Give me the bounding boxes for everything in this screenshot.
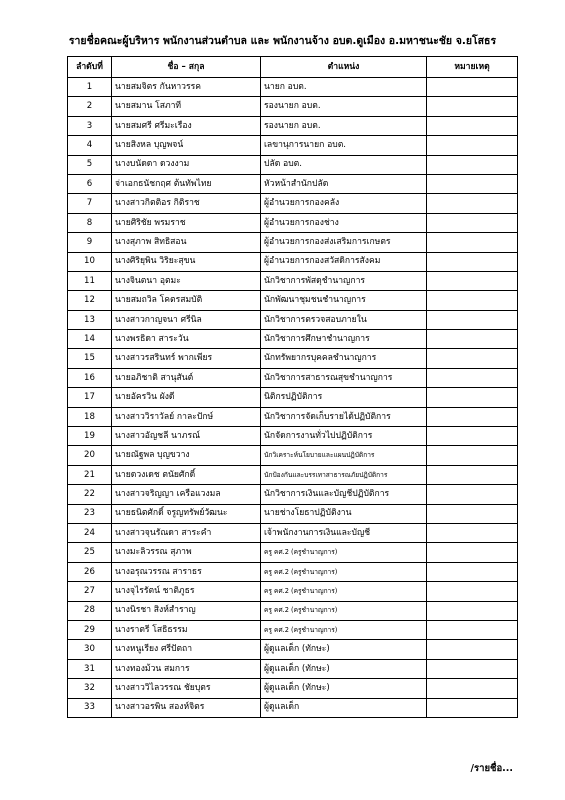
staff-position: ผู้ดูแลเด็ก (ทักษะ) — [261, 640, 427, 659]
staff-position: นายก อบต. — [261, 78, 427, 97]
staff-name: นางมะลิวรรณ สุภาพ — [112, 543, 261, 562]
staff-position: นิติกรปฏิบัติการ — [261, 388, 427, 407]
table-row — [68, 213, 518, 232]
table-row — [68, 136, 518, 155]
staff-position: เจ้าพนักงานการเงินและบัญชี — [261, 523, 427, 542]
staff-name: นางสาวจุนรัณดา สาระคำ — [112, 523, 261, 542]
staff-note — [427, 349, 518, 368]
row-number: 9 — [68, 233, 112, 252]
row-number: 14 — [68, 330, 112, 349]
staff-name: นางจินตนา อุตมะ — [112, 271, 261, 290]
staff-note — [427, 562, 518, 581]
staff-name: นายศิริชัย พรมราช — [112, 213, 261, 232]
staff-note — [427, 310, 518, 329]
staff-position: นักพัฒนาชุมชนชำนาญการ — [261, 291, 427, 310]
staff-note — [427, 136, 518, 155]
staff-position: ผู้ดูแลเด็ก — [261, 698, 427, 717]
row-number: 30 — [68, 640, 112, 659]
staff-name: นางสาวกิตติอร กิติราช — [112, 194, 261, 213]
staff-name: นางศิริยุพิน วิริยะสุขน — [112, 252, 261, 271]
staff-position: นักทรัพยากรบุคคลชำนาญการ — [261, 349, 427, 368]
staff-name: นายธนิตศักดิ์ จรูญทรัพย์วัฒนะ — [112, 504, 261, 523]
row-number: 25 — [68, 543, 112, 562]
row-number: 15 — [68, 349, 112, 368]
staff-position: ผู้อำนวยการกองคลัง — [261, 194, 427, 213]
staff-name: นางสาวอรพิน สองห์จิตร — [112, 698, 261, 717]
row-number: 18 — [68, 407, 112, 426]
table-row — [68, 388, 518, 407]
staff-position: รองนายก อบต. — [261, 116, 427, 135]
staff-position: ผู้ดูแลเด็ก (ทักษะ) — [261, 659, 427, 678]
table-row — [68, 679, 518, 698]
staff-name: นางสุภาพ สิทธิสอน — [112, 233, 261, 252]
table-row — [68, 78, 518, 97]
staff-name: นางสาวจริญญา เครือแวงมล — [112, 485, 261, 504]
staff-position: ครู คศ.2 (ครูชำนาญการ) — [261, 620, 427, 639]
staff-note — [427, 174, 518, 193]
staff-name: จ่าเอกธนัชกฤศ ต้นทัพไทย — [112, 174, 261, 193]
table-row — [68, 194, 518, 213]
table-row — [68, 485, 518, 504]
row-number: 11 — [68, 271, 112, 290]
staff-name: นางทองม้วน สมการ — [112, 659, 261, 678]
staff-position: หัวหน้าสำนักปลัด — [261, 174, 427, 193]
staff-name: นายสิงหล บุญพจน์ — [112, 136, 261, 155]
continuation-note: /รายชื่อ... — [470, 763, 513, 774]
staff-note — [427, 620, 518, 639]
staff-note — [427, 698, 518, 717]
table-row — [68, 620, 518, 639]
staff-position: ผู้อำนวยการกองสวัสดิการสังคม — [261, 252, 427, 271]
table-row — [68, 446, 518, 465]
table-row — [68, 174, 518, 193]
staff-position: นักวิชาการสาธารณสุขชำนาญการ — [261, 368, 427, 387]
table-row — [68, 427, 518, 446]
staff-note — [427, 233, 518, 252]
staff-name: นางพรธิดา สาระวัน — [112, 330, 261, 349]
row-number: 32 — [68, 679, 112, 698]
staff-name: นายสมาน โสภาที — [112, 97, 261, 116]
row-number: 2 — [68, 97, 112, 116]
staff-note — [427, 543, 518, 562]
row-number: 19 — [68, 427, 112, 446]
staff-position: ผู้อำนวยการกองส่งเสริมการเกษตร — [261, 233, 427, 252]
staff-position: ครู คศ.2 (ครูชำนาญการ) — [261, 582, 427, 601]
staff-position: ปลัด อบต. — [261, 155, 427, 174]
staff-position: ครู คศ.2 (ครูชำนาญการ) — [261, 601, 427, 620]
table-row — [68, 659, 518, 678]
staff-position: นักป้องกันและบรรเทาสาธารณภัยปฏิบัติการ — [261, 465, 427, 484]
staff-name: นางบนัดดา ดวงงาม — [112, 155, 261, 174]
table-row — [68, 116, 518, 135]
staff-name: นายดวงเดช ตนัยศักดิ์ — [112, 465, 261, 484]
table-row — [68, 504, 518, 523]
staff-note — [427, 679, 518, 698]
staff-name: นางราตรี โสธิธรรม — [112, 620, 261, 639]
staff-name: นางสาวอัญชลี นาภรณ์ — [112, 427, 261, 446]
staff-name: นางสาวรสรินทร์ พากเพียร — [112, 349, 261, 368]
staff-note — [427, 446, 518, 465]
staff-name: นางสาววิราวัลย์ กาละปักษ์ — [112, 407, 261, 426]
staff-note — [427, 388, 518, 407]
staff-name: นายอภิชาติ สานุสันต์ — [112, 368, 261, 387]
staff-position: เลขานุการนายก อบต. — [261, 136, 427, 155]
table-row — [68, 465, 518, 484]
row-number: 24 — [68, 523, 112, 542]
row-number: 27 — [68, 582, 112, 601]
staff-note — [427, 330, 518, 349]
table-row — [68, 233, 518, 252]
row-number: 7 — [68, 194, 112, 213]
table-row — [68, 582, 518, 601]
table-row — [68, 368, 518, 387]
staff-position: ผู้อำนวยการกองช่าง — [261, 213, 427, 232]
staff-note — [427, 155, 518, 174]
staff-name: นายณัฐพล บุญขวาง — [112, 446, 261, 465]
row-number: 5 — [68, 155, 112, 174]
staff-position: นักจัดการงานทั่วไปปฏิบัติการ — [261, 427, 427, 446]
staff-position: ครู คศ.2 (ครูชำนาญการ) — [261, 562, 427, 581]
staff-name: นางนิรชา สิงห์สำราญ — [112, 601, 261, 620]
staff-name: นายอัครวิน ผังดี — [112, 388, 261, 407]
staff-position: นักวิชาการเงินและบัญชีปฏิบัติการ — [261, 485, 427, 504]
row-number: 13 — [68, 310, 112, 329]
table-row — [68, 330, 518, 349]
table-header-row — [68, 57, 518, 78]
table-row — [68, 601, 518, 620]
row-number: 12 — [68, 291, 112, 310]
table-row — [68, 407, 518, 426]
table-row — [68, 155, 518, 174]
staff-position: นายช่างโยธาปฏิบัติงาน — [261, 504, 427, 523]
row-number: 3 — [68, 116, 112, 135]
staff-note — [427, 523, 518, 542]
row-number: 10 — [68, 252, 112, 271]
header-no: ลำดับที่ — [68, 57, 112, 78]
staff-note — [427, 407, 518, 426]
table-row — [68, 271, 518, 290]
staff-note — [427, 97, 518, 116]
staff-note — [427, 465, 518, 484]
staff-note — [427, 213, 518, 232]
staff-note — [427, 485, 518, 504]
row-number: 4 — [68, 136, 112, 155]
row-number: 26 — [68, 562, 112, 581]
staff-note — [427, 194, 518, 213]
table-row — [68, 310, 518, 329]
staff-note — [427, 78, 518, 97]
page-title: รายชื่อคณะผู้บริหาร พนักงานส่วนตำบล และ พนักงานจ้าง อบต.ดูเมือง อ.มหาชนะชัย จ.ยโสธร — [68, 35, 497, 47]
row-number: 28 — [68, 601, 112, 620]
row-number: 31 — [68, 659, 112, 678]
staff-note — [427, 271, 518, 290]
staff-note — [427, 252, 518, 271]
staff-name: นายสมจิตร กันหาวรรค — [112, 78, 261, 97]
staff-name: นางสาวกาญจนา ศรีนิล — [112, 310, 261, 329]
row-number: 16 — [68, 368, 112, 387]
staff-table — [67, 56, 518, 718]
table-row — [68, 523, 518, 542]
staff-note — [427, 116, 518, 135]
staff-name: นายสมถวิล โคตรสมบัติ — [112, 291, 261, 310]
staff-note — [427, 427, 518, 446]
staff-note — [427, 504, 518, 523]
row-number: 21 — [68, 465, 112, 484]
row-number: 20 — [68, 446, 112, 465]
staff-name: นางจุไรรัตน์ ชาติภูธร — [112, 582, 261, 601]
row-number: 22 — [68, 485, 112, 504]
row-number: 17 — [68, 388, 112, 407]
row-number: 8 — [68, 213, 112, 232]
staff-position: นักวิชาการศึกษาชำนาญการ — [261, 330, 427, 349]
staff-position: ครู คศ.2 (ครูชำนาญการ) — [261, 543, 427, 562]
staff-name: นางหนูเรียง ศรีปัตถา — [112, 640, 261, 659]
header-position: ตำแหน่ง — [261, 57, 427, 78]
table-row — [68, 543, 518, 562]
header-name: ชื่อ – สกุล — [112, 57, 261, 78]
table-row — [68, 640, 518, 659]
staff-position: นักวิชาการจัดเก็บรายได้ปฏิบัติการ — [261, 407, 427, 426]
staff-name: นางอรุณวรรณ สาราธร — [112, 562, 261, 581]
staff-position: รองนายก อบต. — [261, 97, 427, 116]
staff-note — [427, 640, 518, 659]
staff-position: ผู้ดูแลเด็ก (ทักษะ) — [261, 679, 427, 698]
table-body — [68, 78, 518, 718]
table-row — [68, 698, 518, 717]
row-number: 1 — [68, 78, 112, 97]
staff-name: นางสาววิไลวรรณ ชัยบุตร — [112, 679, 261, 698]
row-number: 6 — [68, 174, 112, 193]
staff-position: นักวิชาการตรวจสอบภายใน — [261, 310, 427, 329]
row-number: 33 — [68, 698, 112, 717]
staff-note — [427, 368, 518, 387]
staff-position: นักวิเคราะห์นโยบายและแผนปฏิบัติการ — [261, 446, 427, 465]
table-row — [68, 562, 518, 581]
staff-note — [427, 582, 518, 601]
table-row — [68, 97, 518, 116]
header-note: หมายเหตุ — [427, 57, 518, 78]
staff-note — [427, 659, 518, 678]
table-row — [68, 291, 518, 310]
staff-note — [427, 601, 518, 620]
table-row — [68, 252, 518, 271]
row-number: 29 — [68, 620, 112, 639]
staff-position: นักวิชาการพัสดุชำนาญการ — [261, 271, 427, 290]
staff-note — [427, 291, 518, 310]
row-number: 23 — [68, 504, 112, 523]
table-row — [68, 349, 518, 368]
staff-name: นายสมศรี ศรีมะเรือง — [112, 116, 261, 135]
